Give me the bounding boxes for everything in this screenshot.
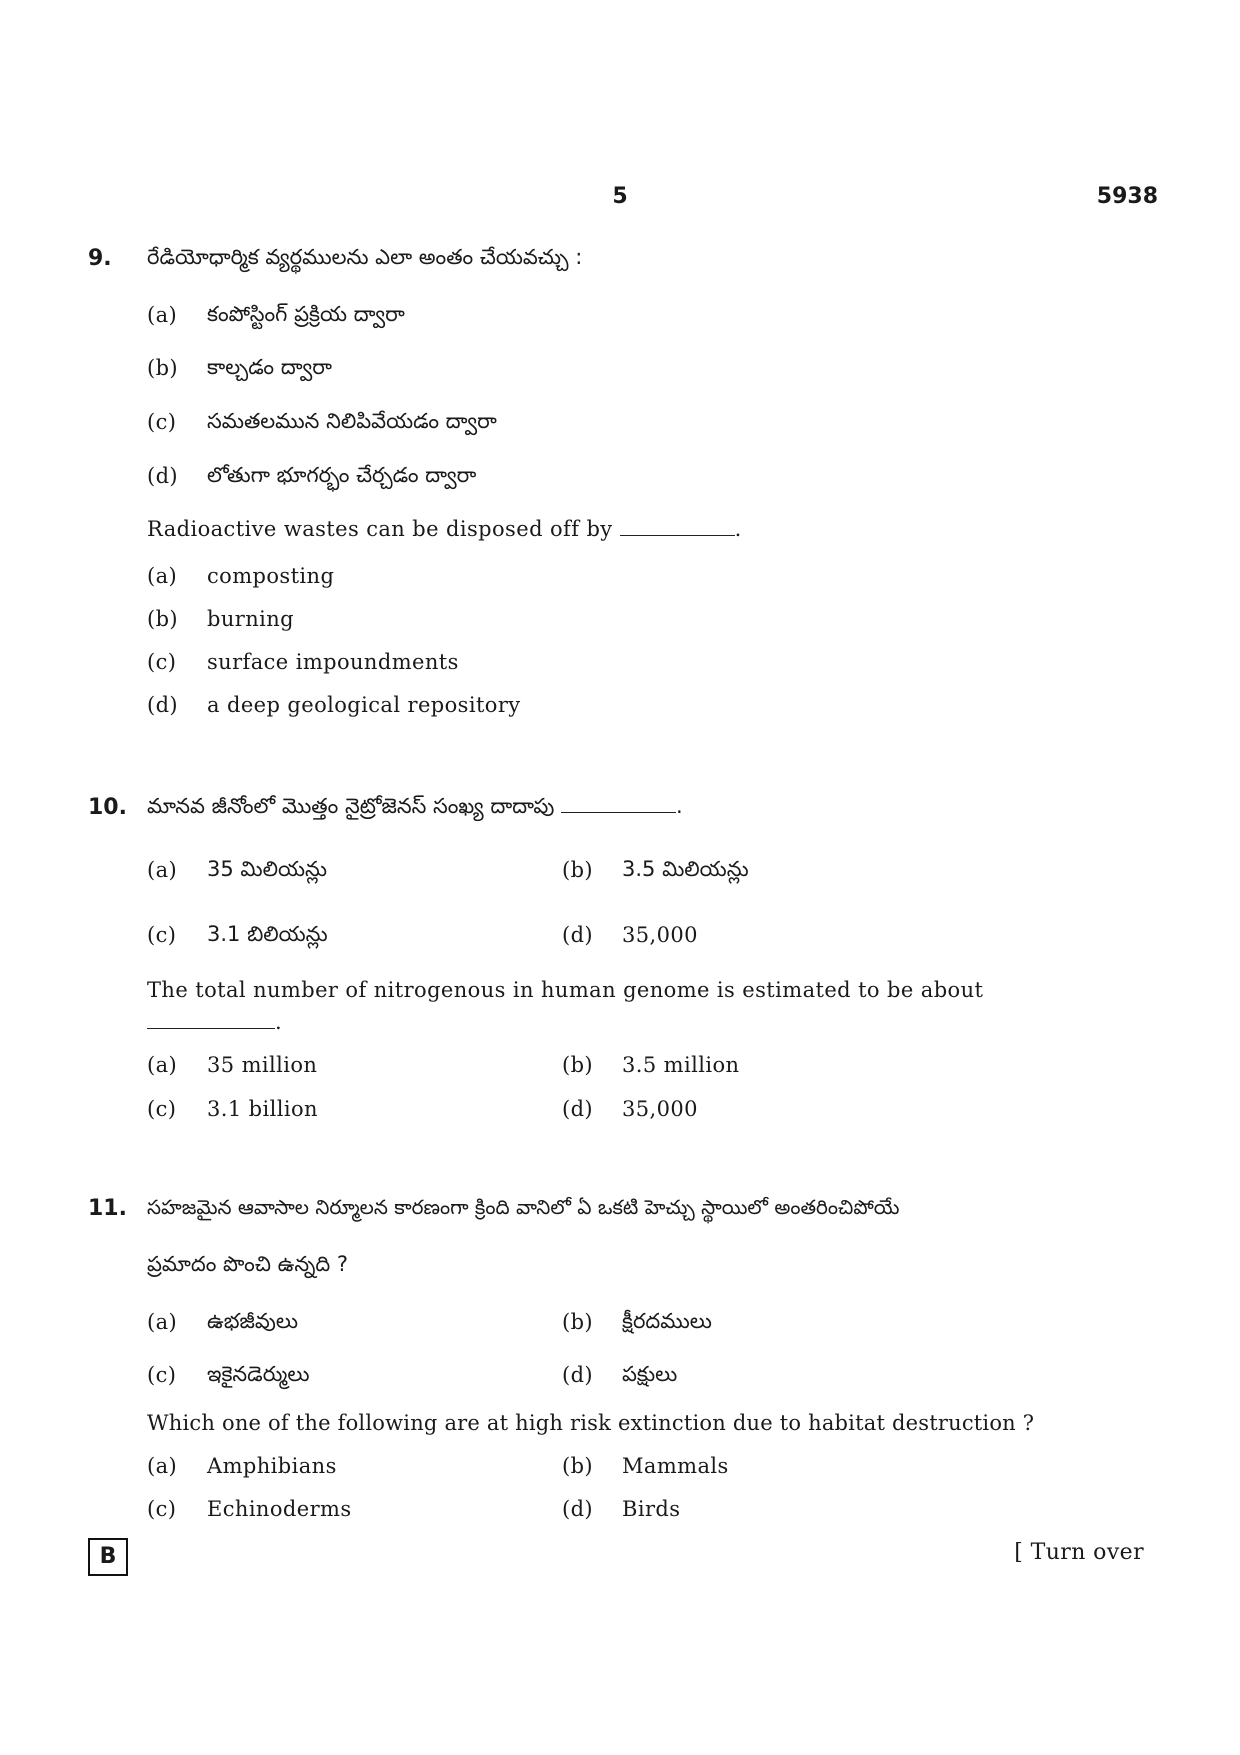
answer-blank xyxy=(561,794,676,813)
question-11-telugu-stem-line1: సహజమైన ఆవాసాల నిర్మూలన కారణంగా క్రింది వానిలో ఏ ఒకటి హెచ్చు స్థాయిలో అంతరించిపోయే xyxy=(147,1195,900,1219)
question-9-number: 9. xyxy=(88,246,112,271)
paper-code: 5938 xyxy=(1096,184,1158,209)
answer-blank xyxy=(620,517,735,536)
q11-en-option-d-label: (d) xyxy=(562,1497,594,1521)
q9-te-option-d-text: లోతుగా భూగర్భం చేర్చడం ద్వారా xyxy=(207,463,477,487)
question-9-telugu-stem: రేడియోధార్మిక వ్యర్థములను ఎలా అంతం చేయవచ్చు : xyxy=(147,245,583,269)
q9-te-option-b-label: (b) xyxy=(147,356,179,380)
turn-over-note: [ Turn over xyxy=(1014,1540,1144,1565)
q10-en-option-a-text: 35 million xyxy=(207,1053,318,1077)
question-9-english-stem: Radioactive wastes can be disposed off by . xyxy=(147,517,742,541)
q9-te-option-d-label: (d) xyxy=(147,464,179,488)
q11-en-option-c-text: Echinoderms xyxy=(207,1497,352,1521)
q11-en-option-b-text: Mammals xyxy=(622,1454,729,1478)
q10-en-option-d-label: (d) xyxy=(562,1097,594,1121)
booklet-series-badge: B xyxy=(88,1538,128,1576)
q11-en-option-a-text: Amphibians xyxy=(207,1454,337,1478)
q11-te-option-a-text: ఉభజీవులు xyxy=(207,1309,298,1333)
q10-te-option-b-text: 3.5 మిలియన్లు xyxy=(622,857,749,881)
question-10-number: 10. xyxy=(88,795,127,820)
question-10-english-stem: The total number of nitrogenous in human genome is estimated to be about . xyxy=(147,978,984,1034)
q10-te-option-d-text: 35,000 xyxy=(622,923,698,947)
q11-te-option-c-label: (c) xyxy=(147,1363,177,1387)
q10-en-option-c-text: 3.1 billion xyxy=(207,1097,318,1121)
q11-en-option-c-label: (c) xyxy=(147,1497,177,1521)
q10-te-option-d-label: (d) xyxy=(562,923,594,947)
q10-te-option-a-text: 35 మిలియన్లు xyxy=(207,857,328,881)
q11-te-option-b-text: క్షీరదములు xyxy=(622,1309,712,1333)
page-number: 5 xyxy=(612,184,628,209)
q11-en-option-d-text: Birds xyxy=(622,1497,681,1521)
q9-en-option-c-text: surface impoundments xyxy=(207,650,459,674)
q9-en-option-a-text: composting xyxy=(207,564,335,588)
q9-te-option-a-text: కంపోస్టింగ్ ప్రక్రియ ద్వారా xyxy=(207,302,405,326)
q11-te-option-d-text: పక్షులు xyxy=(622,1362,678,1386)
q10-te-option-b-label: (b) xyxy=(562,858,594,882)
q10-te-option-c-label: (c) xyxy=(147,923,177,947)
answer-blank xyxy=(147,1010,275,1029)
q9-en-option-c-label: (c) xyxy=(147,650,177,674)
q9-te-option-c-label: (c) xyxy=(147,410,177,434)
q11-en-option-b-label: (b) xyxy=(562,1454,594,1478)
q10-en-option-d-text: 35,000 xyxy=(622,1097,698,1121)
q10-en-option-b-text: 3.5 million xyxy=(622,1053,740,1077)
question-11-english-stem: Which one of the following are at high risk extinction due to habitat destruction ? xyxy=(147,1411,1035,1435)
q9-en-option-a-label: (a) xyxy=(147,564,178,588)
question-11-number: 11. xyxy=(88,1196,127,1221)
q9-te-option-b-text: కాల్చడం ద్వారా xyxy=(207,355,332,379)
q9-en-option-b-text: burning xyxy=(207,607,295,631)
q10-en-option-a-label: (a) xyxy=(147,1053,178,1077)
q11-te-option-d-label: (d) xyxy=(562,1363,594,1387)
q11-te-option-c-text: ఇకైనడెర్ములు xyxy=(207,1362,310,1386)
q10-te-option-a-label: (a) xyxy=(147,858,178,882)
q10-en-option-b-label: (b) xyxy=(562,1053,594,1077)
q9-en-option-d-label: (d) xyxy=(147,693,179,717)
q9-te-option-a-label: (a) xyxy=(147,303,178,327)
q10-te-option-c-text: 3.1 బిలియన్లు xyxy=(207,922,328,946)
q9-en-option-d-text: a deep geological repository xyxy=(207,693,521,717)
q11-te-option-b-label: (b) xyxy=(562,1310,594,1334)
q10-en-option-c-label: (c) xyxy=(147,1097,177,1121)
q11-te-option-a-label: (a) xyxy=(147,1310,178,1334)
q11-en-option-a-label: (a) xyxy=(147,1454,178,1478)
q9-te-option-c-text: సమతలమున నిలిపివేయడం ద్వారా xyxy=(207,409,497,433)
question-11-telugu-stem-line2: ప్రమాదం పొంచి ఉన్నది ? xyxy=(147,1252,348,1276)
q9-en-option-b-label: (b) xyxy=(147,607,179,631)
question-10-telugu-stem: మానవ జీనోంలో మొత్తం నైట్రోజెనస్ సంఖ్య దాదాపు . xyxy=(147,794,683,818)
